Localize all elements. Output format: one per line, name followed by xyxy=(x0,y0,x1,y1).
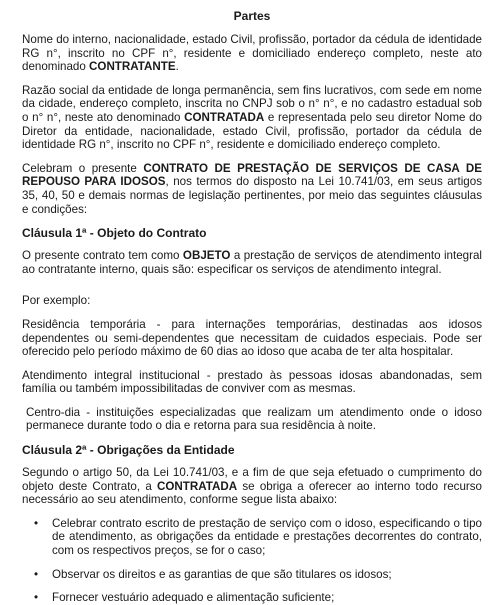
paragraph-residencia-temporaria: Residência temporária - para internações temporárias, destinadas aos idosos dependentes ou semi-dependentes que necessitam de cuidados especiais. Pode ser oferecido pelo período máximo de 60 dias ao idoso que acaba de ter alta hospitalar. xyxy=(22,317,482,359)
list-item xyxy=(22,568,482,582)
bold-term-contratante: CONTRATANTE xyxy=(89,60,176,74)
paragraph-text: O presente contrato tem como xyxy=(22,249,183,263)
paragraph-segundo-artigo xyxy=(22,466,482,507)
paragraph-text: e representada pelo seu diretor Nome do Diretor da entidade, nacionalidade, estado Civil, profissão, portador da cédula de identidade RG n°, inscrito no CPF n°, residente e domiciliado endereço completo. xyxy=(22,110,482,152)
paragraph-centro-dia: Centro-dia - instituições especializadas que realizam um atendimento onde o idoso permanece durante todo o dia e retorna para sua residência à noite. xyxy=(26,405,482,433)
paragraph-text: Nome do interno, nacionalidade, estado Civil, profissão, portador da cédula de identidade RG n°, inscrito no CPF n°, residente e domiciliado endereço completo, neste ato denominado xyxy=(22,33,482,74)
paragraph-contratada xyxy=(22,84,482,152)
list-item-text: Celebrar contrato escrito de prestação de serviço com o idoso, especificando o tipo de atendimento, as obrigações da entidade e prestações decorrentes do contrato, com os respectivos preços, se for o caso; xyxy=(52,516,482,558)
paragraph-text: se obriga a oferecer ao interno todo recurso necessário ao seu atendimento, conforme segue lista abaixo: xyxy=(22,479,482,507)
paragraph-text: Celebram o presente xyxy=(22,161,144,175)
bullet-icon: • xyxy=(34,567,39,581)
bullet-icon: • xyxy=(34,516,39,530)
obligations-list xyxy=(22,517,482,605)
clause-2-heading: Cláusula 2ª - Obrigações da Entidade xyxy=(22,443,235,458)
paragraph-atendimento-integral: Atendimento integral institucional - prestado às pessoas idosas abandonadas, sem família ou também impossibilitadas de conviver com as mesmas. xyxy=(22,368,482,396)
paragraph-text: a prestação de serviços de atendimento integral ao contratante interno, quais são: especificar os serviços de atendimento integral. xyxy=(22,249,482,276)
bold-term-contratada: CONTRATADA xyxy=(184,110,265,124)
clause-1-heading: Cláusula 1ª - Objeto do Contrato xyxy=(22,226,207,241)
spacer xyxy=(22,286,482,294)
paragraph-text: Razão social da entidade de longa permanência, sem fins lucrativos, com sede em nome da cidade, endereço completo, inscrita no CNPJ sob o n° n°, e no cadastro estadual sob o n° n°, neste ato denominado xyxy=(22,83,482,124)
paragraph-text: , nos termos do disposto na Lei 10.741/03, em seus artigos 35, 40, 50 e demais normas de legislação pertinentes, por meio das seguintes cláusulas e condições: xyxy=(22,175,482,216)
paragraph-contratante xyxy=(22,33,482,74)
paragraph-text: Segundo o artigo 50, da Lei 10.741/03, e a fim de que seja efetuado o cumprimento do objeto deste Contrato, a xyxy=(22,466,482,493)
list-item xyxy=(22,591,482,605)
bold-term-objeto: OBJETO xyxy=(182,249,231,263)
bold-contract-title: CONTRATO DE PRESTAÇÃO DE SERVIÇOS DE CASA DE REPOUSO PARA IDOSOS xyxy=(22,161,482,189)
bold-term-contratada: CONTRATADA xyxy=(157,479,238,493)
bullet-icon: • xyxy=(34,591,39,605)
list-item-text: Fornecer vestuário adequado e alimentação suficiente; xyxy=(52,591,335,605)
paragraph-text: . xyxy=(175,60,179,74)
section-title: Partes xyxy=(233,9,271,23)
list-item-text: Observar os direitos e as garantias de que são titulares os idosos; xyxy=(52,567,392,581)
paragraph-por-exemplo: Por exemplo: xyxy=(22,294,91,308)
paragraph-objeto xyxy=(22,249,482,276)
paragraph-celebram xyxy=(22,162,482,216)
list-item xyxy=(22,517,482,558)
